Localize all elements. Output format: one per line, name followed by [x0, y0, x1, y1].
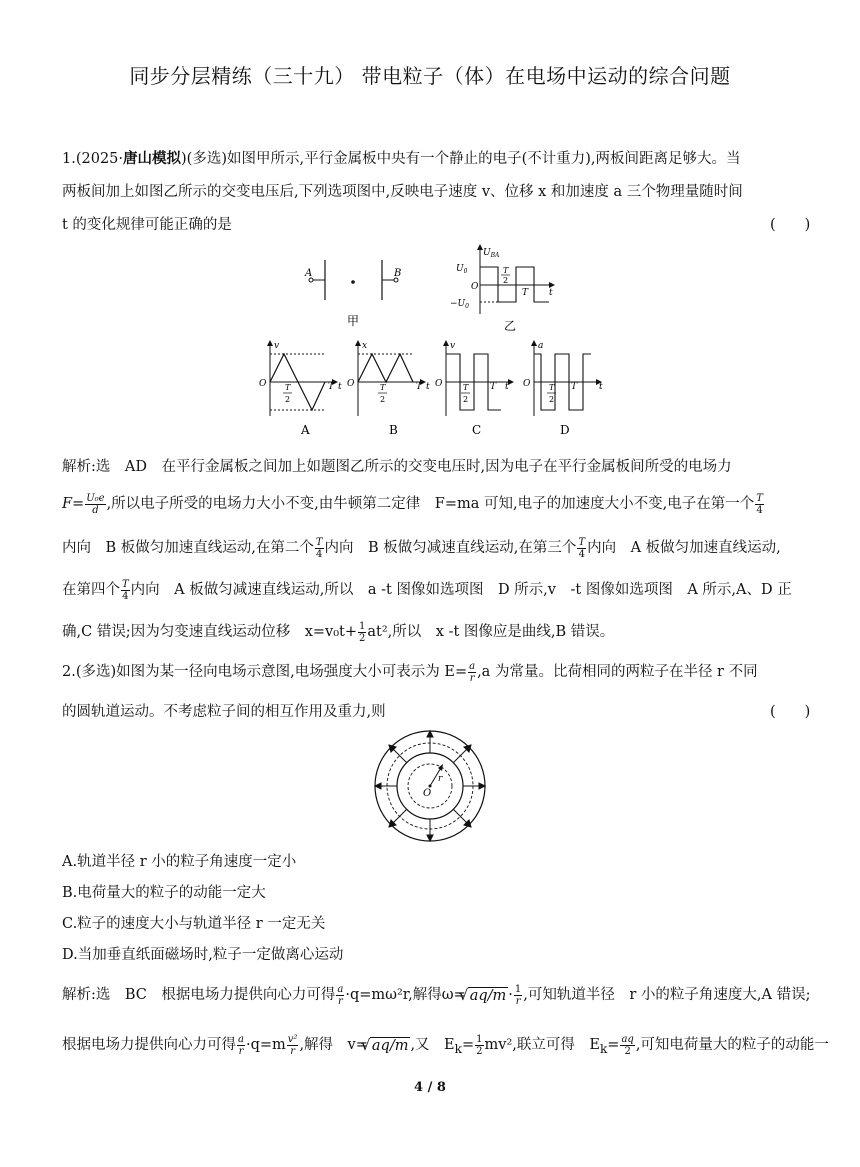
svg-text:T: T — [571, 382, 578, 392]
graph-b — [347, 340, 430, 437]
q2-line2: 的圆轨道运动。不考虑粒子间的相互作用及重力,则 — [62, 704, 386, 720]
page-title: 同步分层精练（三十九） 带电粒子（体）在电场中运动的综合问题 — [129, 64, 731, 88]
graph-c — [435, 340, 514, 437]
svg-text:2: 2 — [549, 395, 555, 404]
radial-field-figure — [372, 728, 488, 844]
q2-option-d: D.当加垂直纸面磁场时,粒子一定做离心运动 — [62, 947, 344, 963]
svg-text:T: T — [328, 382, 335, 392]
q2-line1: 2.(多选)如图为某一径向电场示意图,电场强度大小可表示为 E= $\frac{a}{r}$ ,a 为常量。比荷相同的两粒子在半径 r 不同 — [62, 660, 758, 684]
svg-text:T: T — [503, 266, 509, 275]
svg-text:T: T — [463, 383, 469, 392]
q1-line2: 两板间加上如图乙所示的交变电压后,下列选项图中,反映电子速度 v、位移 x 和加速度 a 三个物理量随时间 — [62, 184, 743, 200]
svg-text:2: 2 — [380, 395, 386, 404]
q1-solution-line4: 在第四个 $\frac{T}{4}$ 内向 A 板做匀减速直线运动,所以 a -t 图像如选项图 D 所示,v -t 图像如选项图 A 所示,A、D 正 — [62, 578, 792, 602]
figure-yi — [450, 244, 570, 336]
q2-answer-paren: ( ) — [770, 704, 811, 720]
svg-text:2: 2 — [285, 395, 291, 404]
option-d-label: D — [560, 423, 570, 437]
plate-b-label: B — [394, 268, 402, 279]
graph-a — [259, 340, 342, 437]
option-c-label: C — [472, 423, 482, 437]
svg-text:T: T — [285, 383, 291, 392]
svg-text:−U0: $-U_0$ — [450, 299, 469, 310]
svg-text:T: T — [549, 383, 555, 392]
graph-d — [523, 340, 603, 437]
option-a-label: A — [301, 423, 310, 437]
svg-text:T: T — [522, 288, 529, 298]
q1-source: 唐山模拟 — [123, 150, 182, 167]
svg-text:t: t — [599, 382, 603, 392]
svg-text:x: x — [362, 341, 368, 351]
svg-text:O: O — [435, 379, 443, 389]
q1-solution-line5: 确,C 错误;因为匀变速直线运动位移 x=v₀t+ $\frac{1}{2}$ at²,所以 x -t 图像应是曲线,B 错误。 — [62, 620, 615, 644]
option-graphs — [255, 338, 605, 442]
figure-jia — [295, 255, 415, 335]
svg-text:v: v — [274, 341, 280, 351]
svg-text:T: T — [416, 382, 423, 392]
svg-text:2: 2 — [463, 395, 469, 404]
q2-solution-line2: 根据电场力提供向心力可得 $\frac{a}{r}$ ·q=m $\frac{\text{v²}}{r}$ ,解得 v=√ aq/m ,又 $E_k=$ $\frac{1}{2}$ mv²,联立可得 $E_k=$ $\frac{aq}{2}$ ,可知电荷量大的粒子的动能一 — [62, 1033, 829, 1057]
q1-solution-line1: 解析:选 AD 在平行金属板之间加上如题图乙所示的交变电压时,因为电子在平行金属板间所受的电场力 — [62, 459, 732, 475]
svg-text:v: v — [450, 341, 456, 351]
svg-text:2: 2 — [503, 276, 509, 285]
svg-text:t: t — [549, 288, 553, 298]
figure-origin-label: O — [423, 788, 432, 799]
q2-solution-line1: 解析:选 BC 根据电场力提供向心力可得 $\frac{a}{r}$ ·q=mω²r,解得ω=√ aq/m · $\frac{1}{r}$ ,可知轨道半径 r 小的粒子角速度大,A 错误; — [62, 983, 811, 1007]
q2-option-b: B.电荷量大的粒子的动能一定大 — [62, 885, 266, 901]
svg-text:O: O — [471, 282, 479, 292]
svg-text:UBA: $U_{BA}$ — [483, 248, 500, 259]
svg-text:O: O — [347, 379, 355, 389]
svg-text:O: O — [259, 379, 267, 389]
svg-text:t: t — [338, 382, 342, 392]
svg-text:T: T — [380, 383, 386, 392]
figure-yi-caption: 乙 — [504, 319, 517, 333]
q1-line3: t 的变化规律可能正确的是 — [62, 217, 232, 233]
figure-jia-caption: 甲 — [347, 314, 360, 328]
svg-text:t: t — [505, 382, 509, 392]
option-b-label: B — [389, 423, 398, 437]
q1-line1: 1.(2025·唐山模拟)(多选)如图甲所示,平行金属板中央有一个静止的电子(不计重力),两板间距离足够大。当 — [62, 150, 741, 167]
q2-option-a: A.轨道半径 r 小的粒子角速度一定小 — [62, 854, 297, 870]
figure-radius-label: r — [438, 774, 443, 784]
svg-text:T: T — [490, 382, 497, 392]
svg-text:a: a — [538, 341, 544, 351]
svg-text:t: t — [426, 382, 430, 392]
svg-text:U0: $U_0$ — [456, 264, 468, 275]
q1-answer-paren: ( ) — [770, 217, 811, 233]
q2-option-c: C.粒子的速度大小与轨道半径 r 一定无关 — [62, 916, 326, 932]
page-number: 4 / 8 — [414, 1080, 446, 1095]
svg-text:O: O — [523, 379, 531, 389]
q1-solution-line3: 内向 B 板做匀加速直线运动,在第二个 $\frac{T}{4}$ 内向 B 板做匀减速直线运动,在第三个 $\frac{T}{4}$ 内向 A 板做匀加速直线运动, — [62, 536, 781, 560]
q1-solution-line2: F= $\frac{\text{U₀e}}{d}$ ,所以电子所受的电场力大小不变,由牛顿第二定律 F=ma 可知,电子的加速度大小不变,电子在第一个 $\frac{T}{4}$ — [62, 492, 763, 516]
plate-a-label: A — [305, 268, 313, 279]
